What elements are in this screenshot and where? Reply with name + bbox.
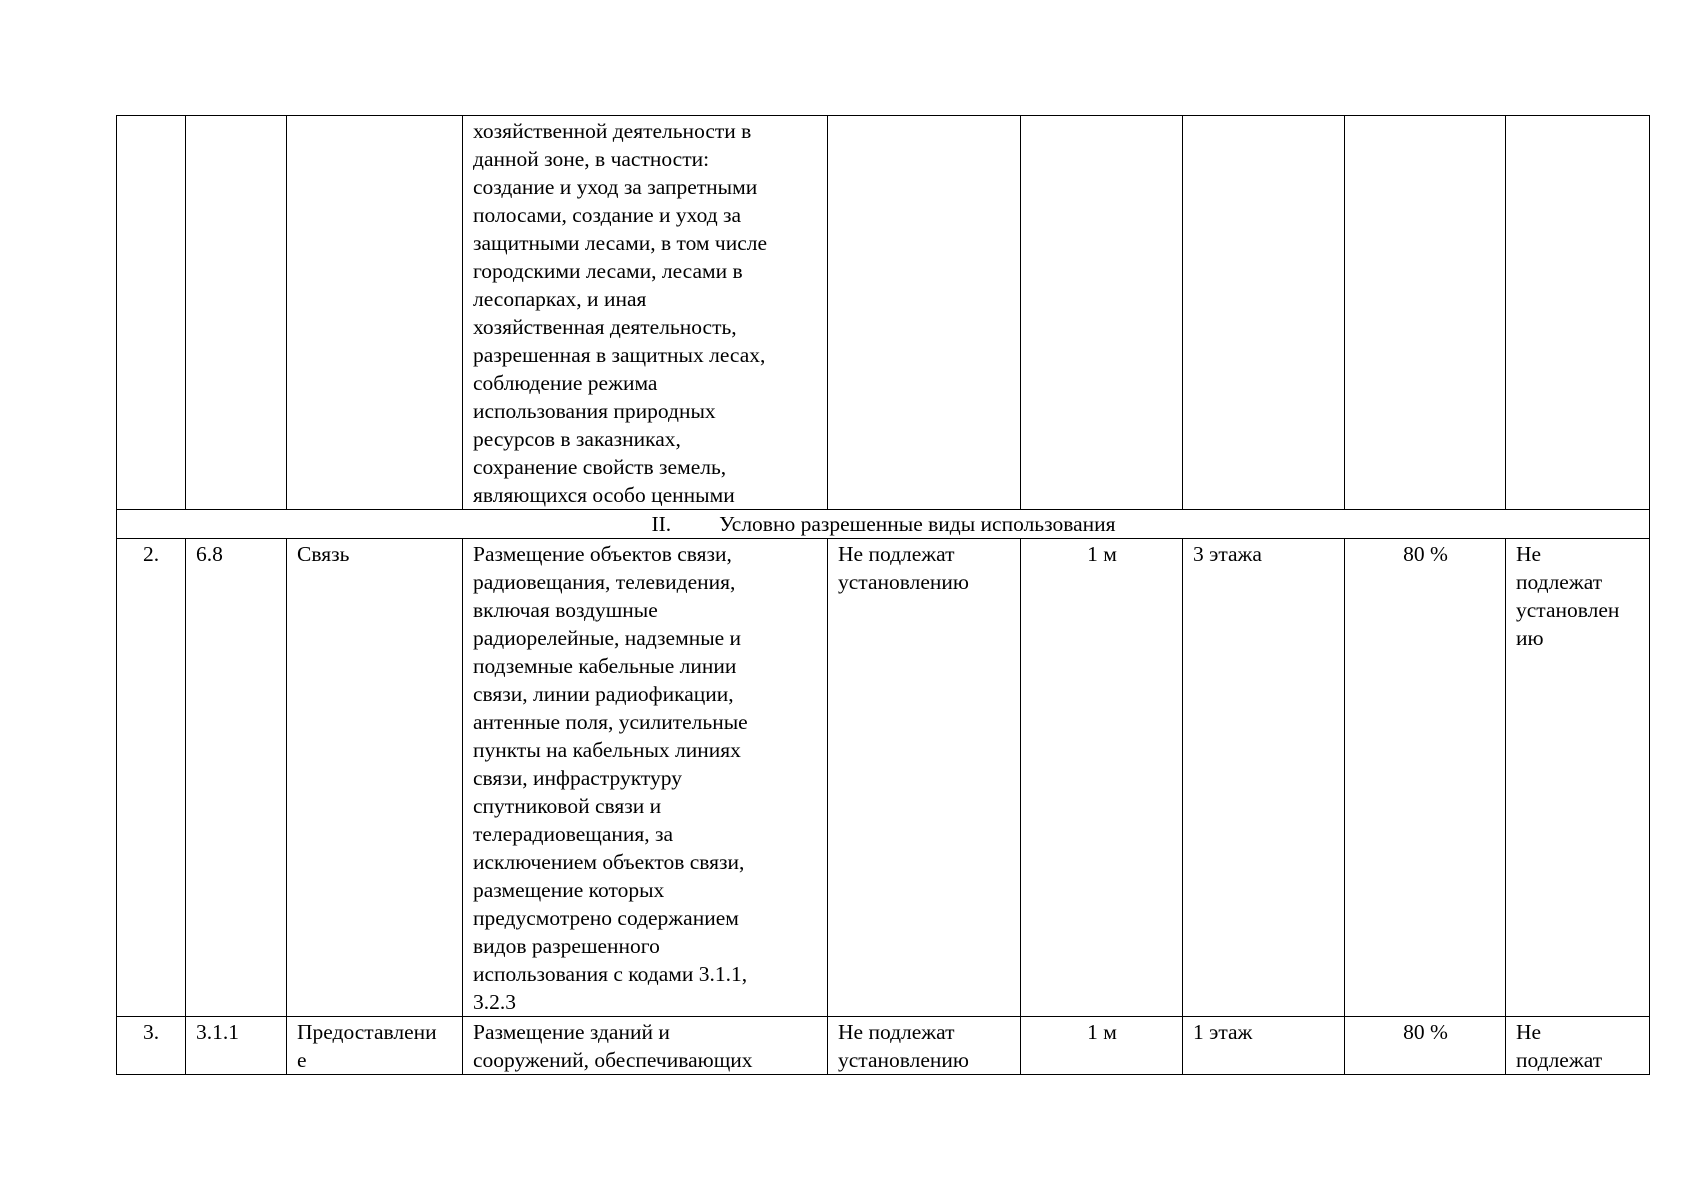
cell-setback: 1 м — [1021, 1017, 1183, 1075]
section-header-row — [117, 510, 1650, 539]
cell-num — [117, 116, 186, 510]
regulations-table — [116, 115, 1650, 1075]
cell-description: Размещение объектов связи, радиовещания, телевидения, включая воздушные радиорелейные, надземные и подземные кабельные линии связи, линии радиофикации, антенные поля, усилительные пункты на кабельных линиях связи, инфраструктуру спутниковой связи и телерадиовещания, за исключением объектов связи, размещение которых предусмотрено содержанием видов разрешенного использования с кодами 3.1.1, 3.2.3 — [463, 539, 828, 1017]
cell-name: Связь — [287, 539, 463, 1017]
section-header-cell — [117, 510, 1650, 539]
cell-floors: 1 этаж — [1183, 1017, 1345, 1075]
cell-floors — [1183, 116, 1345, 510]
cell-other: Не подлежат — [1506, 1017, 1650, 1075]
cell-description: хозяйственной деятельности в данной зоне, в частности: создание и уход за запретными полосами, создание и уход за защитными лесами, в том числе городскими лесами, лесами в лесопарках, и иная хозяйственная деятельность, разрешенная в защитных лесах, соблюдение режима использования природных ресурсов в заказниках, сохранение свойств земель, являющихся особо ценными — [463, 116, 828, 510]
cell-name: Предоставлени е — [287, 1017, 463, 1075]
cell-area: Не подлежат установлению — [828, 1017, 1021, 1075]
cell-coverage: 80 % — [1345, 539, 1506, 1017]
cell-other — [1506, 116, 1650, 510]
cell-coverage — [1345, 116, 1506, 510]
cell-setback: 1 м — [1021, 539, 1183, 1017]
cell-area: Не подлежат установлению — [828, 539, 1021, 1017]
cell-coverage: 80 % — [1345, 1017, 1506, 1075]
cell-code: 3.1.1 — [186, 1017, 287, 1075]
table-row — [117, 1017, 1650, 1075]
cell-code: 6.8 — [186, 539, 287, 1017]
cell-area — [828, 116, 1021, 510]
table-row — [117, 539, 1650, 1017]
cell-description: Размещение зданий и сооружений, обеспечивающих — [463, 1017, 828, 1075]
cell-name — [287, 116, 463, 510]
continued-row — [117, 116, 1650, 510]
section-title: Условно разрешенные виды использования — [719, 512, 1116, 536]
cell-other: Не подлежат установлен ию — [1506, 539, 1650, 1017]
cell-setback — [1021, 116, 1183, 510]
cell-floors: 3 этажа — [1183, 539, 1345, 1017]
cell-num: 3. — [117, 1017, 186, 1075]
section-numeral: II. — [651, 512, 672, 536]
cell-num: 2. — [117, 539, 186, 1017]
cell-code — [186, 116, 287, 510]
